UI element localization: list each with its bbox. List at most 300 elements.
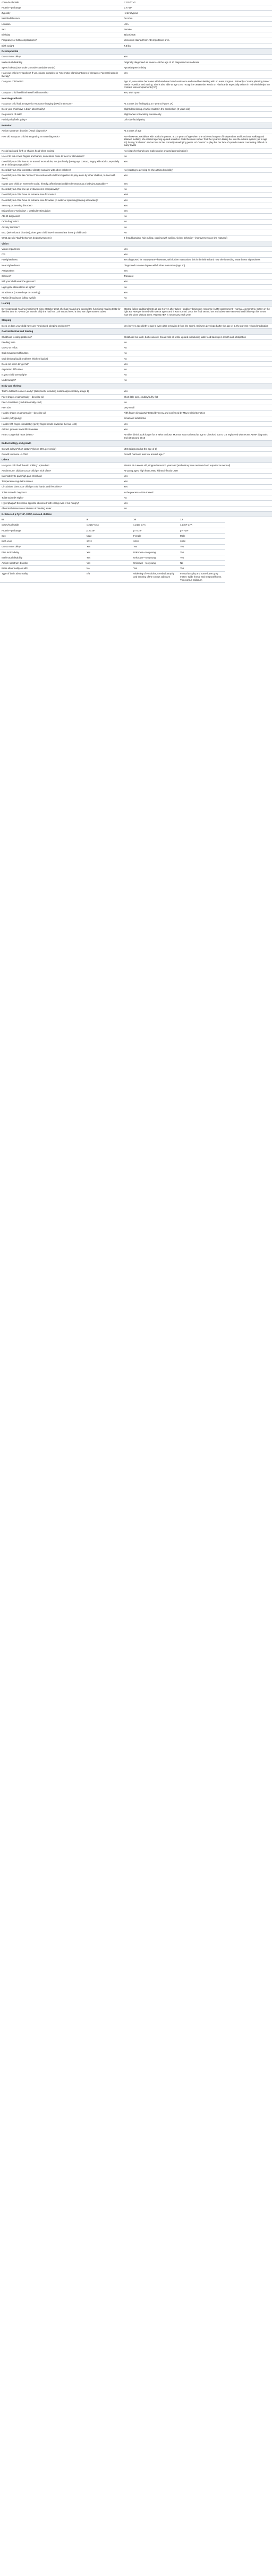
row-label: Neurological/brain [0,95,122,101]
table-row [0,539,272,544]
table-row [0,474,272,479]
row-label: Enjoys/loves "swinging" = vestibular stimulation [0,208,122,214]
table-row [0,324,272,329]
row-label: Does not seem to "get full" [0,362,122,367]
table-row [0,203,272,208]
row-label: Zygosity [0,11,122,16]
row-value: No [122,295,272,301]
table-row [0,16,272,21]
cell-value: Widening of ventricles, cerebral atrophy and thinning of the corpus callosum [132,571,178,582]
row-label: Inherited/de novo [0,16,122,21]
table-row [0,38,272,43]
section-header [0,318,272,324]
table-row [0,484,272,490]
row-value: Apraxia/speech delay [122,65,272,71]
row-value: Slight when not working consistently [122,112,272,117]
row-label: Autism spectrum disorder [0,561,85,566]
table-row [0,334,272,339]
cell-value: n/a [85,571,132,582]
table-header-row [0,517,272,522]
table-row [0,154,272,159]
row-value: At 2 years (no findings) & at 7 years (Figure 1A) [122,101,272,107]
row-label: Hands: shape or abnormality—describe all [0,411,122,416]
row-label: Is your child overweight? [0,372,122,378]
row-value: Yes [122,173,272,181]
section-header [0,441,272,447]
row-label: Rocks back and forth or shakes head when excited [0,148,122,153]
table-row [0,43,272,48]
cell-value: Yes [85,555,132,560]
table-row [0,427,272,432]
row-label: Has your child had a magnetic resonance imaging (MRI) brain scan? [0,101,122,107]
row-value: Left side facial palsy [122,117,272,123]
table-row [0,11,272,16]
table-row [0,0,272,5]
cell-value: No [178,561,225,566]
table-row [0,59,272,65]
row-value: USA [122,21,272,27]
row-value: Yes (severe ages birth to age 5 even after removing it from the room). Seizures developed after the age of 5, the parents refused medication [122,324,272,329]
row-value: No [122,378,272,383]
cell-value: 2012 [85,539,132,544]
table-row [0,399,272,405]
table-row [0,389,272,394]
row-value: Short little toes, chubby/puffy, flat [122,394,272,399]
cell-value: Female [132,534,178,539]
section-header [0,383,272,389]
row-value: Growth hormone was low around age 7 [122,451,272,457]
row-label: Insensitivity to pain/high pain threshold [0,474,122,479]
row-value: Heterozygous [122,11,272,16]
cell-value: Yes [132,544,178,549]
table-row [0,351,272,356]
row-value: No [122,345,272,351]
row-label: What age did "bad" behaviors begin (symptoms) [0,235,122,241]
row-label: Growth Hormone - LOW? [0,451,122,457]
row-label: Will your child wear the glasses? [0,279,122,284]
table-row [0,279,272,284]
row-label: Hands: puffy/pudgy [0,416,122,421]
table-row [0,181,272,187]
row-value: Yes [122,484,272,490]
table-row [0,134,272,148]
row-label: Birth Year [0,539,85,544]
row-value: 21/10/2005 [122,32,272,38]
section-title: Sleeping [0,318,272,324]
row-label: Toilet trained? Night? [0,495,122,501]
row-label: Vision impairment [0,247,122,252]
row-value: Yes [122,247,272,252]
table-row [0,405,272,411]
table-row [0,549,272,555]
row-label: Sensory processing disorder? [0,203,122,208]
column-header: 13 [178,517,225,522]
row-value: 7.8 lbs [122,43,272,48]
cell-value: p.Y719* [178,528,225,533]
row-label: Protein—p.change [0,5,122,11]
row-label: Autism spectrum disorder (ASD) diagnosis? [0,128,122,134]
row-value: Meconium stained from AD importance area [122,38,272,43]
selected-children-table [0,517,272,583]
column-header: ID [0,517,85,522]
table-e-title: E. Selected p.Tyr719* ADNP-mutated children [0,512,272,518]
row-label: Has your child ever spoken? If yes, please complete or "one motor planning" types of therapy or "general speech therapy" [0,71,122,79]
row-label: cDNA/nucleotide [0,522,85,528]
row-value: At young ages, high fever, RBC kidney infection, UTI [122,468,272,474]
row-value: No [122,154,272,159]
row-label: CVI [0,252,122,257]
row-label: Is/was your child an extremely social, friendly, affectionate/cuddler demeanor as a baby/young toddler? [0,181,122,187]
cell-value: Male [85,534,132,539]
table-row [0,555,272,560]
row-label: BAD (Behavioural disorder), does your child have increased BB in early childhood? [0,230,122,235]
table-row [0,159,272,168]
table-row [0,340,272,345]
table-row [0,173,272,181]
table-row [0,421,272,426]
table-row [0,224,272,230]
row-value: Yes [122,252,272,257]
table-row [0,5,272,11]
row-label: Developmental hearing impairment; since October 2016 she has healed and passed the functional hearing tests for the first time in 7 years (18 months old) she had her 10th set and need a third set of permanent tubes [0,307,122,318]
table-row [0,263,272,268]
row-value: Yes [122,181,272,187]
row-label: Feet: shape or abnormality—describe all [0,394,122,399]
row-label: ADHD diagnosis? [0,214,122,219]
table-row [0,65,272,71]
row-value: Started failing traditional tests at age 5 even after tubes—auditory brainstem response (ABR) assessment—normal. Asymmetric, better on the right ear ABR performed with MRI at age 5 and it was normal. 2016 her final second set and tubes were removed and follow-up this to see how she does without them. Repeat ABR is necessary each year [122,307,272,318]
section-header [0,329,272,335]
table-row [0,235,272,241]
row-value: Yes [122,54,272,59]
row-value: Diagnosed to some degree with further maturation (age 10) [122,263,272,268]
column-header: 10 [132,517,178,522]
row-label: Does/did your child love to be around most adults, not just family (loving eye contact, happy with adults, especially as an infant/young toddler)? [0,159,122,168]
row-label: Intellectual disability [0,59,122,65]
table-row [0,462,272,468]
table-row [0,506,272,511]
table-row [0,90,272,95]
row-value: Yes [122,474,272,479]
row-value: No [122,506,272,511]
row-value: No [122,351,272,356]
row-label: Does your child have a brain abnormality? [0,107,122,112]
table-row [0,490,272,495]
table-row [0,252,272,257]
row-label: Toilet trained? Daytime? [0,490,122,495]
cell-value: Yes [178,555,225,560]
row-value: Yes [122,279,272,284]
row-value: Yes [122,159,272,168]
table-row [0,117,272,123]
section-title: Others [0,457,272,463]
row-label: Fine motor delay [0,549,85,555]
row-label: Gross motor delay [0,544,85,549]
row-value: Transient [122,274,272,279]
cell-value: Male [178,534,225,539]
row-label: Sex [0,534,85,539]
row-value: Female [122,27,272,32]
row-value: Yes [122,197,272,203]
row-value: Yes [122,290,272,295]
table-row [0,468,272,474]
table-row [0,295,272,301]
row-label: Facial palsy/bells palsy? [0,117,122,123]
row-label: Speech delay (use under 25 understandable words) [0,65,122,71]
row-value: Yes [122,268,272,274]
table-row [0,54,272,59]
row-value: Yes, with spoon [122,90,272,95]
row-label: GERD or reflux [0,345,122,351]
table-row [0,446,272,451]
row-label: Feet size [0,405,122,411]
row-label: Brain abnormality on MRI [0,566,85,571]
table-row [0,21,272,27]
cell-value: c.2157 C>A [85,522,132,528]
table-row [0,356,272,361]
row-value: Started at 4 weeks old, stopped around 3 years old (ambulatory care reviewed and reported as normal) [122,462,272,468]
row-label: cDNA/nucleotide [0,0,122,5]
row-label: Gross motor delay [0,54,122,59]
row-value: No [122,367,272,372]
row-label: Does/did your child line up or stack items compulsively? [0,187,122,192]
section-title: Developmental [0,48,272,54]
cell-value: Yes [178,549,225,555]
row-value: Originally diagnosed as severe—at the age of 10 diagnosed as moderate [122,59,272,65]
cell-value: Yes [85,544,132,549]
row-label: Circulation: does your child get cold hands and feet often? [0,484,122,490]
section-header [0,48,272,54]
row-value: No [122,187,272,192]
row-label: Temperature regulation issues [0,479,122,484]
row-value: In the process—76% trained [122,490,272,495]
row-value: De novo [122,16,272,21]
table-row [0,284,272,290]
table-row [0,290,272,295]
row-label: Does or does your child have any "prolonged sleeping problems"? [0,324,122,329]
table-row [0,274,272,279]
table-row [0,378,272,383]
row-label: Birthday [0,32,122,38]
row-label: Sex [0,27,122,32]
row-label: Near sightedness [0,263,122,268]
row-value: No [122,230,272,235]
row-value: Slight diminishing of white matter in the cerebellum (8 years old) [122,107,272,112]
row-value: Yes [122,427,272,432]
row-value: No [122,372,272,378]
row-label: Glasses? [0,274,122,279]
section-title: Body and skeletal [0,383,272,389]
table-row [0,192,272,197]
row-value: p.Y719* [122,5,272,11]
table-row [0,168,272,173]
row-label: Does/did your child like "indirect" interaction with children? (prefers to play alone by other children, but not with them) [0,173,122,181]
row-value: No [122,340,272,345]
row-label: Farsightedness [0,257,122,263]
cell-value: Yes [178,544,225,549]
row-value: 2 (head banging, hair pulling, copying with wailing, violent behavior—improvements as she matured) [122,235,272,241]
row-label: Autoimmune: did/does your child get sick often? [0,468,122,474]
row-value: No [122,356,272,361]
table-row [0,268,272,274]
table-row [0,27,272,32]
table-row [0,79,272,90]
row-label: OCD diagnosis? [0,219,122,224]
column-header: 8 [85,517,132,522]
table-row [0,128,272,134]
row-value: Yes! [122,192,272,197]
row-label: Can your child feed him/herself with utensils? [0,90,122,95]
row-label: Use of to rub or twirl fingers and hands, sometimes close to face for stimulation? [0,154,122,159]
table-row [0,479,272,484]
row-value: Yes [122,389,272,394]
row-label: Has your child had "breath holding" episodes? [0,462,122,468]
row-label: How old was your child when getting an ASD diagnosis? [0,134,122,148]
row-value: No [122,214,272,219]
table-row [0,187,272,192]
row-value: Yes [122,421,272,426]
table-row [0,367,272,372]
cell-value: Yes [132,566,178,571]
table-row [0,534,272,539]
table-row [0,148,272,153]
row-value [122,95,272,101]
row-label: Underweight? [0,378,122,383]
table-row [0,522,272,528]
row-label: Growth delays/"short stature" (below 25% percentile) [0,446,122,451]
row-value: No [122,224,272,230]
row-label: Location [0,21,122,27]
row-value: No—however, socialises with adults important: at 3.5 years of age when she achieved stages of independent and functional walking and attained mobility, she started opening up and would no doubt be more social. Took her years in taking her into the school system (up to age 12) having "inclusion" and access to her normally developing peers. AD "wants" to play but her lack of speech makes connecting difficult on many levels [122,134,272,148]
table-row [0,247,272,252]
table-row [0,208,272,214]
cell-value: Unknown—too young [132,549,178,555]
table-row [0,345,272,351]
table-row [0,394,272,399]
row-value: Childhood not latch, bottle was ok, breast milk ok while up and introducing table food back up in mouth and obstipation [122,334,272,339]
row-label: Strabismus (crossed eye or crossing) [0,290,122,295]
row-value: Yes diagnosed for many years—however, with further maturation, this is diminished and now she is tending toward near sightedness [122,257,272,263]
row-value: Yes [122,203,272,208]
table-row [0,528,272,533]
table-row [0,230,272,235]
table-row [0,32,272,38]
row-value: Small and toddler like [122,416,272,421]
section-title: Endocrinology and growth [0,441,272,447]
row-label: Abnormal obsession or desires of drinking water [0,506,122,511]
row-label: Does/did your child have an extreme love for music? [0,192,122,197]
table-row [0,219,272,224]
row-label: Aspiration difficulties [0,367,122,372]
section-header [0,301,272,307]
table-row [0,307,272,318]
row-label: Anxiety disorder? [0,224,122,230]
table-row [0,214,272,219]
cell-value: Yes [85,561,132,566]
cell-value: 2008 [178,539,225,544]
table-row [0,566,272,571]
section-title: Vision [0,241,272,247]
table-row [0,107,272,112]
row-label: Type of brain abnormality [0,571,85,582]
row-value: No [122,284,272,290]
row-label: Ankles: pronate inward/foot weaker [0,427,122,432]
table-row [0,362,272,367]
row-label: Does/did your child have an extreme love for water (in water or splashing/playing with water)? [0,197,122,203]
row-value: Very small [122,405,272,411]
cell-value: p.Y719* [85,528,132,533]
row-label: Light-gaze stare/stares at lights? [0,284,122,290]
section-header [0,457,272,463]
cell-value: Frontal atrophy and some lower grey matter. Wide frontal and temporal horns. Thin corpus callosum [178,571,225,582]
row-value: No (starting to develop as she attained mobility) [122,168,272,173]
row-label: Regression of skill? [0,112,122,117]
row-value: Age 10, now writes her name with hand over hand assistance and used handwriting with no tears program. Primarily a "motor planning issue" needs repetition and tracing. She is also able at age 10 to recognize certain site words on Flashcards especially written in red which helps her contrast vision impairment (CVI) [122,79,272,90]
row-value: Yes [122,208,272,214]
cell-value: c.2157 C>A [132,522,178,528]
section-title: Hearing [0,301,272,307]
table-row [0,112,272,117]
row-label: Can your child write? [0,79,122,90]
row-label: Does/did your child interact or directly socialize with other children? [0,168,122,173]
row-label: Birth weight [0,43,122,48]
row-label: Hyperphagia? Excessive appetite-obsessed with eating even if not hungry? [0,501,122,506]
section-title: Behavior [0,123,272,128]
table-row [0,372,272,378]
row-label: Protein—p.change [0,528,85,533]
row-value: At 2 years of age [122,128,272,134]
row-label: Ptosis (drooping or falling eyelid) [0,295,122,301]
table-row [0,411,272,416]
section-title: Gastrointestinal and feeding [0,329,272,335]
table-row [0,571,272,582]
row-label: Astigmatism [0,268,122,274]
row-label: Oral movement difficulties [0,351,122,356]
cell-value: 2018 [132,539,178,544]
cell-value: Yes [85,549,132,555]
row-value: Yes [122,501,272,506]
row-value: YES (diagnosed at the age of 3) [122,446,272,451]
table-row [0,432,272,441]
table-row [0,95,272,101]
cell-value: p.Y719* [132,528,178,533]
row-label: Pregnancy or birth complications? [0,38,122,43]
row-value: Yes [122,71,272,79]
row-value: No [122,219,272,224]
cell-value: Yes [178,566,225,571]
table-row [0,561,272,566]
row-value: Yes [122,362,272,367]
child-profile-table [0,0,272,512]
row-label: Hands: fifth finger clinodactyly (pinky finger bends inward at the last joint) [0,421,122,426]
row-value: No (claps her hands and makes noise or word approximation) [122,148,272,153]
row-value: No [122,399,272,405]
table-row [0,501,272,506]
row-label: Heart: congenital heart defect? [0,432,122,441]
table-row [0,71,272,79]
cell-value: c.2157 C>A [178,522,225,528]
row-value: Fifth finger clinodactyly tested by X-ray and confirmed by Mayo Clinic/Genetics [122,411,272,416]
cell-value: Unknown—too young [132,555,178,560]
row-label: Teeth: did teeth come in early? (baby teeth, including molars approximately at age 1) [0,389,122,394]
table-row [0,257,272,263]
section-header [0,123,272,128]
row-label: Childhood feeding problems? [0,334,122,339]
row-label: Feeding tube [0,340,122,345]
row-value: No [122,495,272,501]
table-row [0,197,272,203]
cell-value: No [85,566,132,571]
